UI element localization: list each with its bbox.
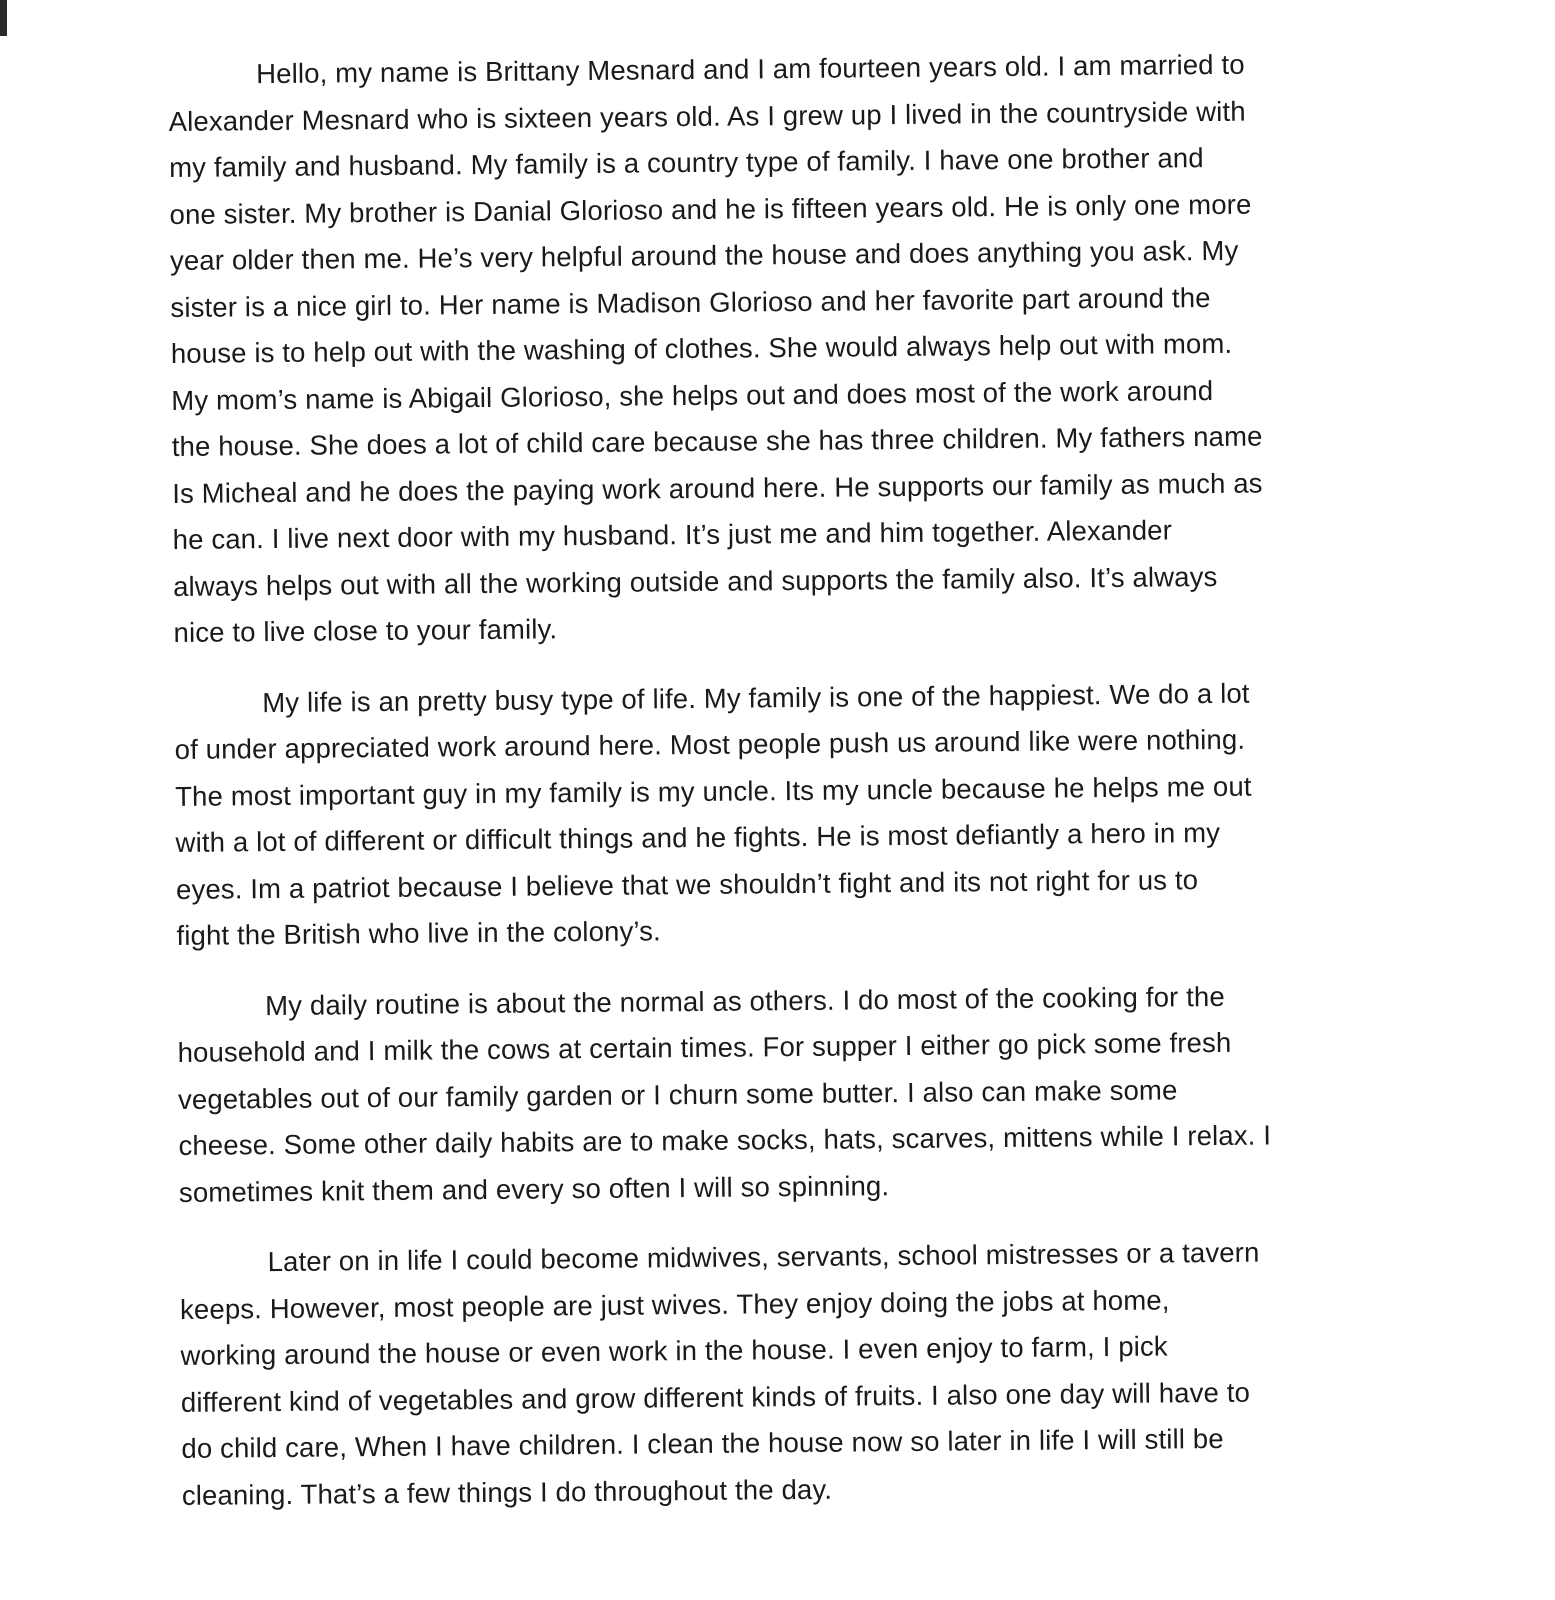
paragraph-line: always helps out with all the working outside and supports the family also. It’s always <box>172 560 1218 602</box>
scan-edge-mark <box>0 0 7 36</box>
paragraph-line: fight the British who live in the colony’s. <box>176 915 661 951</box>
paragraph-line: The most important guy in my family is my uncle. Its my uncle because he helps me out <box>174 770 1252 812</box>
paragraph-line: the house. She does a lot of child care because she has three children. My fathers name <box>171 420 1263 462</box>
paragraph-line: Alexander Mesnard who is sixteen years old. As I grew up I lived in the countryside with <box>168 95 1246 137</box>
paragraph-line: Hello, my name is Brittany Mesnard and I am fourteen years old. I am married to <box>256 48 1245 90</box>
paragraph-line: year older then me. He’s very helpful around the house and does anything you ask. My <box>169 234 1239 276</box>
paragraph-line: keeps. However, most people are just wives. They enjoy doing the jobs at home, <box>179 1283 1170 1325</box>
paragraph-line: cleaning. That’s a few things I do throughout the day. <box>181 1473 833 1511</box>
paragraph-line: Later on in life I could become midwives, servants, school mistresses or a tavern <box>267 1236 1260 1278</box>
paragraph-line: with a lot of different or difficult things and he fights. He is most defiantly a hero in my <box>175 816 1221 858</box>
paragraph-line: sometimes knit them and every so often I will so spinning. <box>178 1169 890 1208</box>
paragraph-1 <box>168 41 1364 657</box>
paragraph-line: My mom’s name is Abigail Glorioso, she helps out and does most of the work around <box>171 374 1214 416</box>
paragraph-line: sister is a nice girl to. Her name is Madison Glorioso and her favorite part around the <box>170 281 1211 323</box>
paragraph-line: do child care, When I have children. I clean the house now so later in life I will still be <box>181 1422 1224 1464</box>
paragraph-line: vegetables out of our family garden or I churn some butter. I also can make some <box>177 1073 1178 1115</box>
paragraph-line: he can. I live next door with my husband. It’s just me and him together. Alexander <box>172 514 1173 555</box>
paragraph-line: eyes. Im a patriot because I believe that we shouldn’t fight and its not right for us to <box>175 863 1199 905</box>
paragraph-line: My life is an pretty busy type of life. My family is one of the happiest. We do a lot <box>262 677 1250 718</box>
paragraph-line: different kind of vegetables and grow different kinds of fruits. I also one day will have to <box>180 1376 1251 1418</box>
paragraph-line: working around the house or even work in the house. I even enjoy to farm, I pick <box>180 1330 1168 1371</box>
paragraph-line: household and I milk the cows at certain times. For supper I either go pick some fresh <box>177 1026 1232 1068</box>
paragraph-3 <box>177 972 1369 1216</box>
paragraph-line: Is Micheal and he does the paying work around here. He supports our family as much as <box>172 467 1263 509</box>
paragraph-line: one sister. My brother is Danial Glorioso and he is fifteen years old. He is only one more <box>169 188 1252 230</box>
paragraph-line: nice to live close to your family. <box>173 613 558 648</box>
paragraph-line: of under appreciated work around here. Most people push us around like were nothing. <box>174 723 1246 765</box>
paragraph-2 <box>174 669 1367 959</box>
essay-body <box>168 41 1372 1543</box>
paragraph-line: My daily routine is about the normal as others. I do most of the cooking for the <box>265 980 1225 1021</box>
paragraph-line: my family and husband. My family is a country type of family. I have one brother and <box>168 142 1204 183</box>
paragraph-line: house is to help out with the washing of clothes. She would always help out with mom. <box>170 327 1233 369</box>
paragraph-line: cheese. Some other daily habits are to make socks, hats, scarves, mittens while I relax. I <box>178 1119 1272 1161</box>
paragraph-4 <box>179 1229 1372 1519</box>
